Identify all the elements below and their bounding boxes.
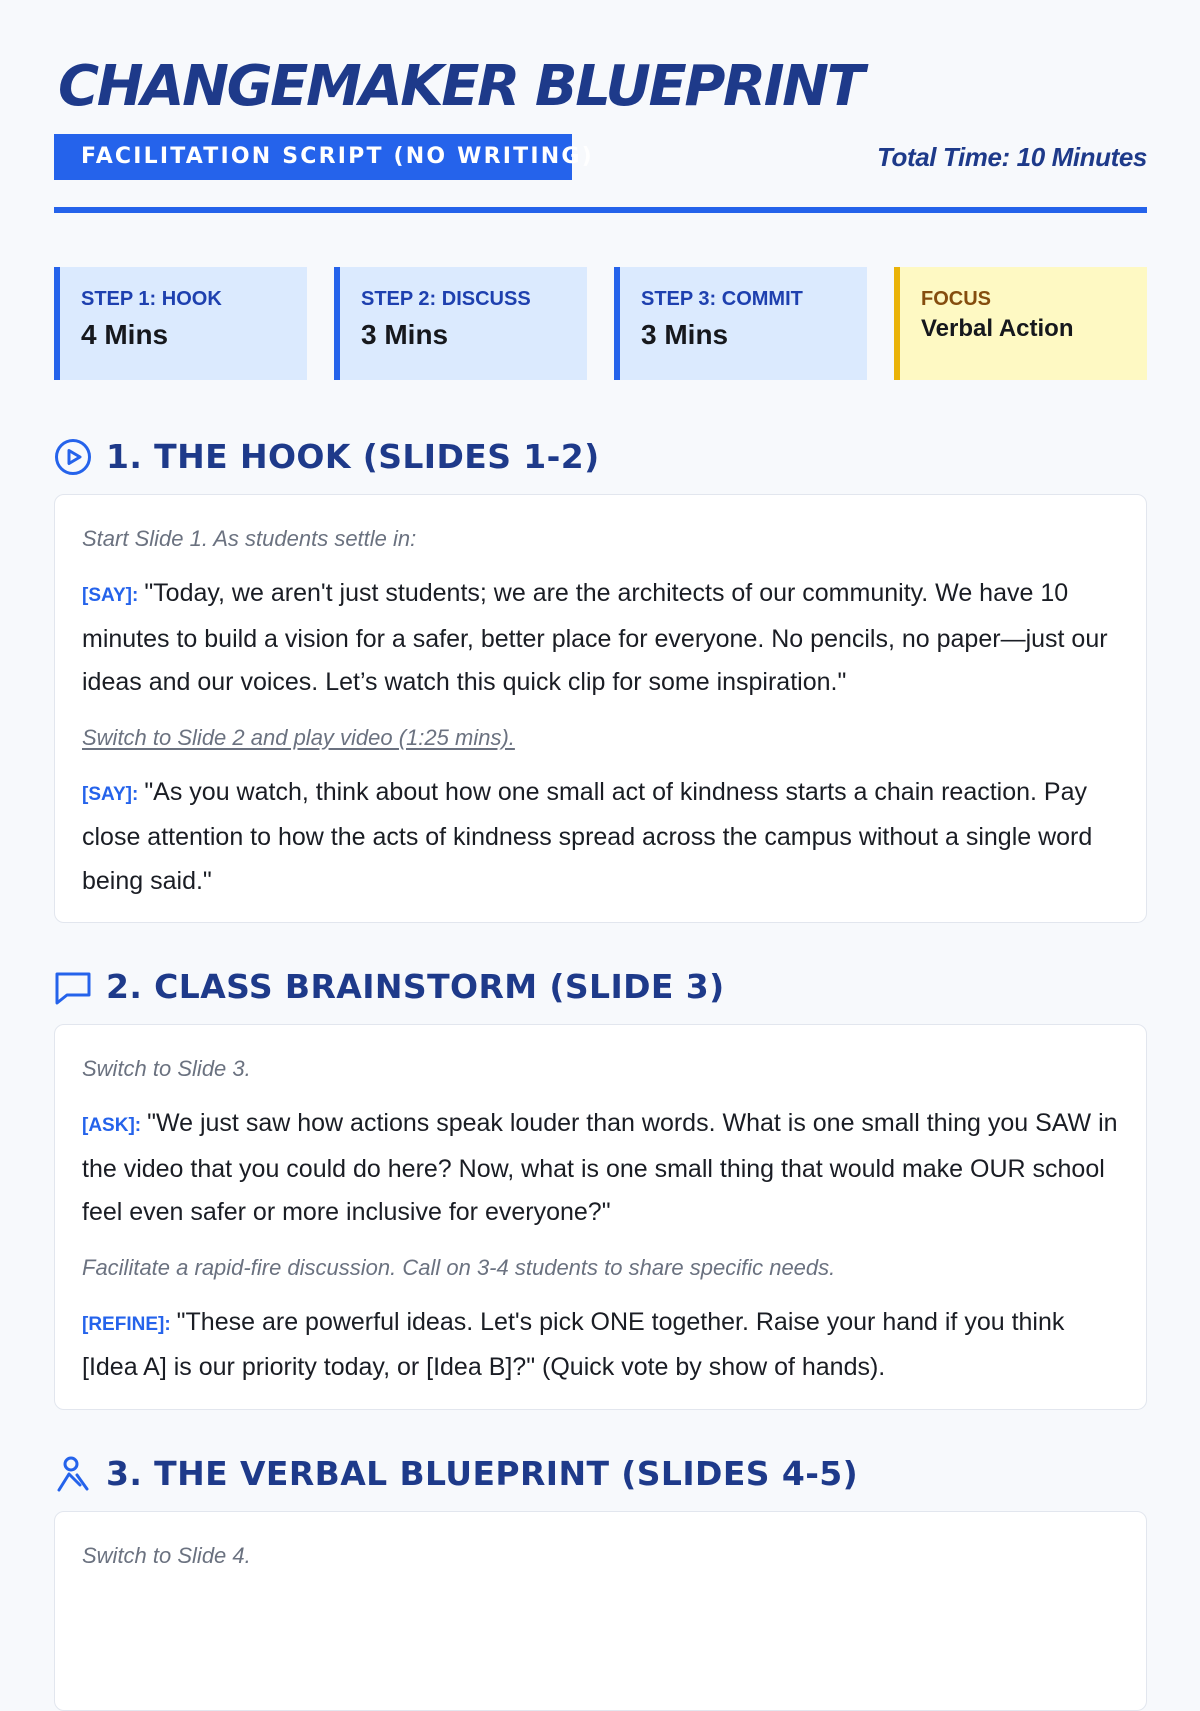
refine-line: [82, 1301, 1120, 1390]
refine-tag: [REFINE]:: [82, 1313, 171, 1335]
ask-line: [82, 1102, 1120, 1235]
say-tag: [SAY]:: [82, 783, 139, 805]
refine-text: "These are powerful ideas. Let's pick ONE together. Raise your hand if you think [Idea A] is our priority today, or [Idea B]?" (Quick vote by show of hands).: [82, 1307, 1065, 1381]
section-title: 1. THE HOOK (SLIDES 1-2): [106, 437, 600, 476]
say-text: "Today, we aren't just students; we are the architects of our community. We have 10 minutes to build a vision for a safer, better place for everyone. No pencils, no paper—just our ideas and our voices. Let’s watch this quick clip for some inspiration.": [82, 579, 1108, 696]
section-box-brainstorm: [54, 1024, 1147, 1410]
header-divider: [54, 207, 1147, 213]
ask-text: "We just saw how actions speak louder than words. What is one small thing you SAW in the video that you could do here? Now, what is one small thing that would make OUR school feel even safer or more inclusive for everyone?": [82, 1109, 1118, 1226]
section-box-blueprint: [54, 1511, 1147, 1711]
step-duration: 3 Mins: [361, 319, 449, 350]
page-title: CHANGEMAKER BLUEPRINT: [58, 54, 863, 119]
section-heading-brainstorm: [54, 965, 1147, 1009]
focus-value: Verbal Action: [921, 315, 1074, 342]
step-duration: 4 Mins: [81, 319, 169, 350]
say-line: [82, 572, 1120, 705]
play-circle-icon: [54, 438, 92, 476]
say-line: [82, 771, 1120, 904]
say-text: "As you watch, think about how one small act of kindness starts a chain reaction. Pay close attention to how the acts of kindness spread across the campus without a single word being said.": [82, 777, 1093, 895]
ask-tag: [ASK]:: [82, 1115, 142, 1136]
step-label: STEP 3: COMMIT: [641, 288, 803, 310]
stage-direction: Switch to Slide 4.: [82, 1543, 251, 1568]
total-time: Total Time: 10 Minutes: [876, 142, 1147, 172]
chat-bubble-icon: [54, 968, 92, 1006]
stage-direction: Start Slide 1. As students settle in:: [82, 526, 417, 551]
step-card-hook: [54, 267, 307, 380]
focus-card: [894, 267, 1147, 380]
step-cards: [54, 267, 1147, 380]
section-title: 2. CLASS BRAINSTORM (SLIDE 3): [106, 967, 725, 1006]
section-heading-blueprint: [54, 1452, 1147, 1496]
person-pen-icon: [54, 1455, 92, 1493]
step-card-commit: [614, 267, 867, 380]
step-card-discuss: [334, 267, 587, 380]
stage-direction: Switch to Slide 3.: [82, 1056, 251, 1081]
step-label: STEP 1: HOOK: [81, 288, 222, 310]
section-title: 3. THE VERBAL BLUEPRINT (SLIDES 4-5): [106, 1454, 859, 1493]
video-link[interactable]: Switch to Slide 2 and play video (1:25 mins).: [82, 724, 515, 750]
section-heading-hook: [54, 435, 1147, 479]
subtitle-badge: FACILITATION SCRIPT (NO WRITING): [54, 134, 572, 180]
step-duration: 3 Mins: [641, 319, 729, 350]
say-tag: [SAY]:: [82, 585, 139, 606]
stage-direction: Facilitate a rapid-fire discussion. Call on 3-4 students to share specific needs.: [82, 1254, 836, 1280]
focus-label: FOCUS: [921, 288, 991, 310]
section-box-hook: [54, 494, 1147, 923]
step-label: STEP 2: DISCUSS: [361, 288, 531, 310]
